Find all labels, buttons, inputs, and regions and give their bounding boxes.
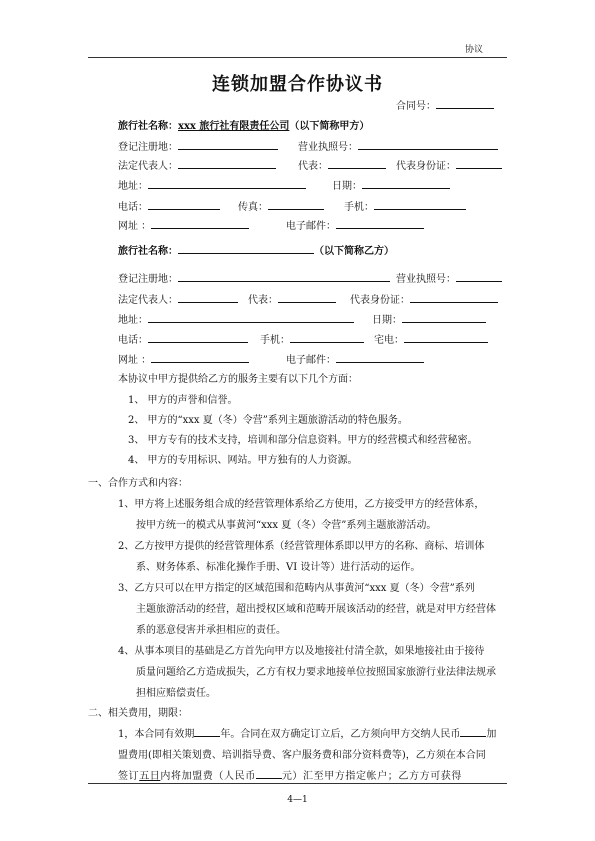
party-b-email-label: 电子邮件： xyxy=(286,355,336,366)
text: 签订 xyxy=(118,771,140,782)
blank xyxy=(402,312,486,323)
blank xyxy=(328,158,386,169)
blank xyxy=(148,199,220,210)
party-b-license-label: 营业执照号： xyxy=(396,274,456,285)
section1-line: 系的恶意侵害并承担相应的责任。 xyxy=(136,625,286,636)
header-label: 协议 xyxy=(464,45,483,55)
party-b-address-label: 地址： xyxy=(118,315,148,326)
section1-line: 担相应赔偿责任。 xyxy=(136,688,216,699)
section1-title: 一、合作方式和内容： xyxy=(88,478,188,489)
party-b-label: 旅行社名称： xyxy=(118,246,178,257)
blank xyxy=(151,218,249,229)
party-a-email-label: 电子邮件： xyxy=(286,221,336,232)
party-a-name-line xyxy=(118,117,369,132)
party-a-address-label: 地址： xyxy=(118,181,148,192)
blank xyxy=(336,352,424,363)
party-a-date-label: 日期： xyxy=(332,181,362,192)
service-item: 3、 甲方专有的技术支持，培训和部分信息资料。甲方的经营模式和经营秘密。 xyxy=(128,435,478,446)
section1-line: 4、从事本项目的基础是乙方首先向甲方以及地接社付清全款，如果地接社由于接待 xyxy=(118,646,485,657)
blank xyxy=(358,139,498,150)
party-a-website-label: 网址 ： xyxy=(118,221,152,232)
party-b-suffix: （以下简称乙方） xyxy=(314,246,394,257)
party-b-website-line xyxy=(118,351,249,366)
party-a-phone-label: 电话： xyxy=(118,202,148,213)
party-b-phone-line xyxy=(118,331,248,346)
party-a-website-line xyxy=(118,217,249,232)
section1-line: 2、乙方按甲方提供的经营管理体系（经营管理体系即以甲方的名称、商标、培训体 xyxy=(118,541,485,552)
service-item: 1、 甲方的声誉和信誉。 xyxy=(128,395,238,406)
party-a-mobile-label: 手机： xyxy=(344,202,374,213)
party-b-name-line xyxy=(118,242,394,257)
party-b-date-label: 日期： xyxy=(372,315,402,326)
party-b-repid-label: 代表身份证： xyxy=(350,295,410,306)
party-a-rep-label: 代表： xyxy=(298,161,328,172)
party-a-reg-line xyxy=(118,138,278,153)
party-b-date-line xyxy=(372,311,486,326)
blank xyxy=(362,178,450,189)
text: 年。合同在双方确定订立后，乙方须向甲方交纳人民币 xyxy=(220,729,461,740)
party-a-name: xxx 旅行社有限责任公司 xyxy=(178,121,290,132)
party-b-reg-line xyxy=(118,270,390,285)
party-a-repid-line xyxy=(396,157,502,172)
blank xyxy=(256,768,282,779)
party-a-label: 旅行社名称： xyxy=(118,121,178,132)
party-b-legal-label: 法定代表人： xyxy=(118,295,178,306)
party-b-rep-label: 代表： xyxy=(248,295,278,306)
page-number: 4—1 xyxy=(287,795,308,805)
party-b-phone-label: 电话： xyxy=(118,335,148,346)
party-b-mobile-line xyxy=(260,331,364,346)
party-a-rep-line xyxy=(298,157,386,172)
header-rule xyxy=(88,57,507,58)
text: 加 xyxy=(486,729,497,740)
party-a-phone-line xyxy=(118,198,220,213)
party-a-legal-line xyxy=(118,157,276,172)
blank xyxy=(148,332,248,343)
blank xyxy=(336,218,424,229)
section1-line: 质量问题给乙方造成损失，乙方有权力要求地接单位按照国家旅游行业法律法规承 xyxy=(136,667,496,678)
party-b-repid-line xyxy=(350,291,498,306)
text: 内将加盟费（人民币 xyxy=(160,771,256,782)
section1-line: 3、乙方只可以在甲方指定的区域范围和范畴内从事黄河“xxx 夏（冬）令营”系列 xyxy=(118,583,475,594)
blank xyxy=(460,726,486,737)
blank xyxy=(374,199,466,210)
text: 元）汇至甲方指定帐户；乙方方可获得 xyxy=(281,771,463,782)
blank xyxy=(178,292,238,303)
party-a-mobile-line xyxy=(344,198,466,213)
footer-rule xyxy=(88,783,507,784)
blank xyxy=(278,292,336,303)
party-b-mobile-label: 手机： xyxy=(260,335,290,346)
party-a-date-line xyxy=(332,177,450,192)
contract-no-blank xyxy=(436,98,494,109)
blank xyxy=(404,332,488,343)
text: 1，本合同有效期 xyxy=(118,729,195,740)
party-b-home-line xyxy=(374,331,488,346)
party-b-reg-label: 登记注册地： xyxy=(118,274,178,285)
section1-line: 主题旅游活动的经营，超出授权区域和范畴开展该活动的经营，就是对甲方经营体 xyxy=(136,604,496,615)
blank xyxy=(178,271,390,282)
section1-line: 系、财务体系、标准化操作手册、VI 设计等）进行活动的运作。 xyxy=(136,562,421,573)
party-a-reg-label: 登记注册地： xyxy=(118,142,178,153)
party-a-license-label: 营业执照号： xyxy=(298,142,358,153)
party-a-address-line xyxy=(118,177,306,192)
party-a-email-line xyxy=(286,217,424,232)
section2-title: 二、相关费用，期限： xyxy=(88,708,188,719)
party-a-repid-label: 代表身份证： xyxy=(396,161,456,172)
contract-no-label: 合同号： xyxy=(396,101,436,112)
party-a-license-line xyxy=(298,138,498,153)
party-b-home-label: 宅电： xyxy=(374,335,404,346)
party-a-fax-label: 传真： xyxy=(238,202,268,213)
blank xyxy=(148,312,354,323)
blank xyxy=(456,271,502,282)
blank xyxy=(178,139,278,150)
section1-line: 按甲方统一的模式从事黄河“xxx 夏（冬）令营”系列主题旅游活动。 xyxy=(136,520,437,531)
blank xyxy=(268,199,324,210)
contract-no xyxy=(396,97,494,112)
blank xyxy=(456,158,502,169)
service-item: 2、 甲方的“xxx 夏（冬）令营”系列主题旅游活动的特色服务。 xyxy=(128,415,408,426)
blank xyxy=(151,352,249,363)
intro-text: 本协议中甲方提供给乙方的服务主要有以下几个方面： xyxy=(118,374,358,385)
party-b-website-label: 网址 ： xyxy=(118,355,152,366)
blank xyxy=(194,726,220,737)
party-b-legal-line xyxy=(118,291,238,306)
party-a-suffix: （以下简称甲方） xyxy=(289,121,370,132)
party-a-legal-label: 法定代表人： xyxy=(118,161,178,172)
blank xyxy=(290,332,364,343)
section2-line2: 盟费用(即相关策划费、培训指导费、客户服务费和部分资料费等)，乙方须在本合同 xyxy=(118,750,486,761)
party-b-address-line xyxy=(118,311,354,326)
party-a-fax-line xyxy=(238,198,324,213)
party-b-license-line xyxy=(396,270,502,285)
section2-line3 xyxy=(118,767,462,782)
blank xyxy=(148,178,306,189)
blank xyxy=(410,292,498,303)
party-b-rep-line xyxy=(248,291,336,306)
section1-line: 1、甲方将上述服务组合成的经营管理体系给乙方使用，乙方接受甲方的经营体系， xyxy=(118,499,485,510)
party-b-email-line xyxy=(286,351,424,366)
text: 五日 xyxy=(139,771,161,782)
service-item: 4、 甲方的专用标识、网站。甲方独有的人力资源。 xyxy=(128,455,358,466)
party-b-name-blank xyxy=(178,243,314,254)
document-title: 连锁加盟合作协议书 xyxy=(212,74,383,95)
section2-line1 xyxy=(118,725,496,740)
blank xyxy=(178,158,276,169)
